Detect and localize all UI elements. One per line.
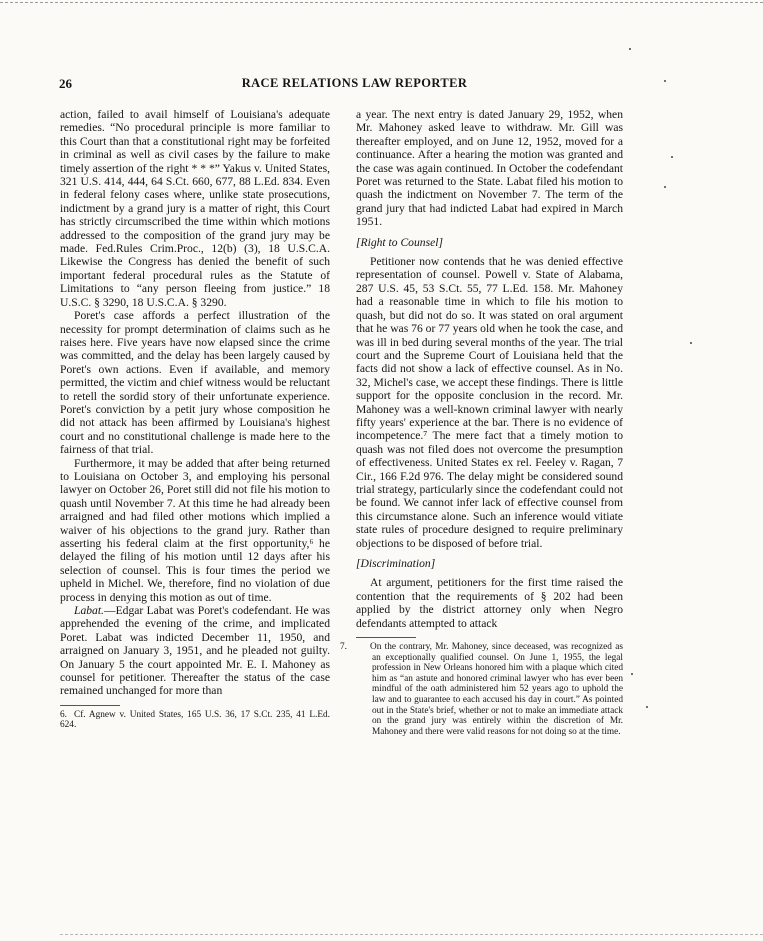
scan-speck — [664, 80, 666, 82]
page-number: 26 — [59, 76, 72, 91]
footnote-number: 6. — [60, 709, 67, 720]
scan-speck — [631, 673, 633, 675]
labat-text: —Edgar Labat was Poret's codefendant. He was apprehended the evening of the crime, and implicated Poret. Labat was indicted December 11, 1950, and arraigned on January 3, 1951, and he pleaded not guilty. On January 5 the court appointed Mr. E. I. Mahoney as counsel for petitioner. Thereafter the status of the case remained unchanged for more than — [60, 604, 330, 698]
page-header — [59, 76, 650, 92]
scan-speck — [646, 706, 648, 708]
left-column — [60, 108, 330, 731]
page-bottom-edge — [60, 934, 763, 935]
scan-speck — [690, 342, 692, 344]
paragraph: Poret's case affords a perfect illustration of the necessity for prompt determination of claims such as he raises here. Five years have now elapsed since the crime was committed, and the delay has been largely caused by Poret's own actions. Even if available, and memory permitted, the victim and chief witness would be reluctant to retell the sordid story of their unfortunate experience. Poret's conviction by a petit jury whose composition he did not attack has been affirmed by Louisiana's highest court and no constitutional challenge is made here to the fairness of that trial. — [60, 309, 330, 457]
footnote-text: Cf. Agnew v. United States, 165 U.S. 36, 17 S.Ct. 235, 41 L.Ed. 624. — [60, 709, 330, 731]
paragraph: Petitioner now contends that he was denied effective representation of counsel. Powell v. State of Alabama, 287 U.S. 45, 53 S.Ct. 55, 77 L.Ed. 158. Mr. Mahoney had a reasonable time in which to file his motion to quash, but did not do so. It was stated on oral argument that he was 76 or 77 years old when he took the case, and was ill in bed during several months of the year. The trial court and the Supreme Court of Louisiana held that the facts did not show a lack of effective counsel. As in No. 32, Michel's case, we accept these findings. There is little support for the opposite conclusion in the record. Mr. Mahoney was a well-known criminal lawyer with nearly fifty years' experience at the bar. There is no evidence of incompetence.⁷ The mere fact that a timely motion to quash was not filed does not overcome the presumption of effectiveness. United States ex rel. Feeley v. Ragan, 7 Cir., 166 F.2d 976. The delay might be considered sound trial strategy, particularly since the codefendant could not be found. We cannot infer lack of effective counsel from this circumstance alone. Such an inference would vitiate state rules of procedure designed to require preliminary objections to be disposed of before trial. — [356, 255, 623, 550]
labat-lead: Labat. — [74, 604, 104, 618]
scan-speck — [671, 156, 673, 158]
footnote-rule — [60, 705, 120, 706]
paragraph: Furthermore, it may be added that after being returned to Louisiana on October 3, and employing his personal lawyer on October 26, Poret still did not file his motion to quash until November 7. At this time he had already been arraigned and had filed other motions which implied a waiver of his objections to the grand jury. Rather than asserting his federal claim at the first opportunity,⁶ he delayed the filing of his motion until 12 days after his selection of counsel. This is four times the period we upheld in Michel. We, therefore, find no violation of due process in denying this motion as out of time. — [60, 456, 330, 604]
paragraph: a year. The next entry is dated January 29, 1952, when Mr. Mahoney asked leave to withdraw. Mr. Gill was thereafter employed, and on June 12, 1952, moved for a continuance. After a hearing the motion was granted and the case was again continued. In October the codefendant Poret was returned to the State. Labat filed his motion to quash the indictment on November 7. The term of the grand jury that had indicted Labat had expired in March 1951. — [356, 108, 623, 229]
footnote-6 — [60, 710, 330, 731]
footnote-text: On the contrary, Mr. Mahoney, since deceased, was recognized as an exceptionally qualified counsel. On June 1, 1955, the legal profession in New Orleans honored him with a plaque which cited him as “an astute and honored criminal lawyer who has ever been mindful of the oath administered him 52 years ago to uphold the law and to guarantee to each accused his day in court.” As pointed out in the State's brief, whether or not to make an immediate attack on the grand jury was entirely within the discretion of Mr. Mahoney and there were valid reasons for not doing so at the time. — [370, 642, 623, 737]
right-column — [340, 108, 623, 737]
footnote-rule — [356, 637, 416, 638]
paragraph-labat — [60, 604, 330, 698]
scan-speck — [629, 48, 631, 50]
page-top-edge — [0, 2, 763, 3]
footnote-7 — [340, 642, 623, 737]
footnote-number: 7. — [340, 642, 347, 653]
section-heading-counsel: [Right to Counsel] — [356, 235, 443, 249]
scan-speck — [664, 186, 666, 188]
paragraph: At argument, petitioners for the first time raised the contention that the requirements of § 202 had been applied by the district attorney only when Negro defendants attempted to attack — [356, 576, 623, 630]
section-heading-discrimination: [Discrimination] — [356, 557, 436, 570]
paragraph: action, failed to avail himself of Louisiana's adequate remedies. “No procedural principle is more familiar to this Court than that a constitutional right may be forfeited in criminal as well as civil cases by the failure to make timely assertion of the right * * *” Yakus v. United States, 321 U.S. 414, 444, 64 S.Ct. 660, 677, 88 L.Ed. 834. Even in federal felony cases where, unlike state prosecutions, indictment by a grand jury is a matter of right, this Court has strictly circumscribed the time within which motions addressed to the composition of the grand jury may be made. Fed.Rules Crim.Proc., 12(b) (3), 18 U.S.C.A. Likewise the Congress has denied the benefit of such important federal procedural rules as the Statute of Limitations to “any person fleeing from justice.” 18 U.S.C. § 3290, 18 U.S.C.A. § 3290. — [60, 108, 330, 309]
running-head: RACE RELATIONS LAW REPORTER — [241, 76, 468, 90]
